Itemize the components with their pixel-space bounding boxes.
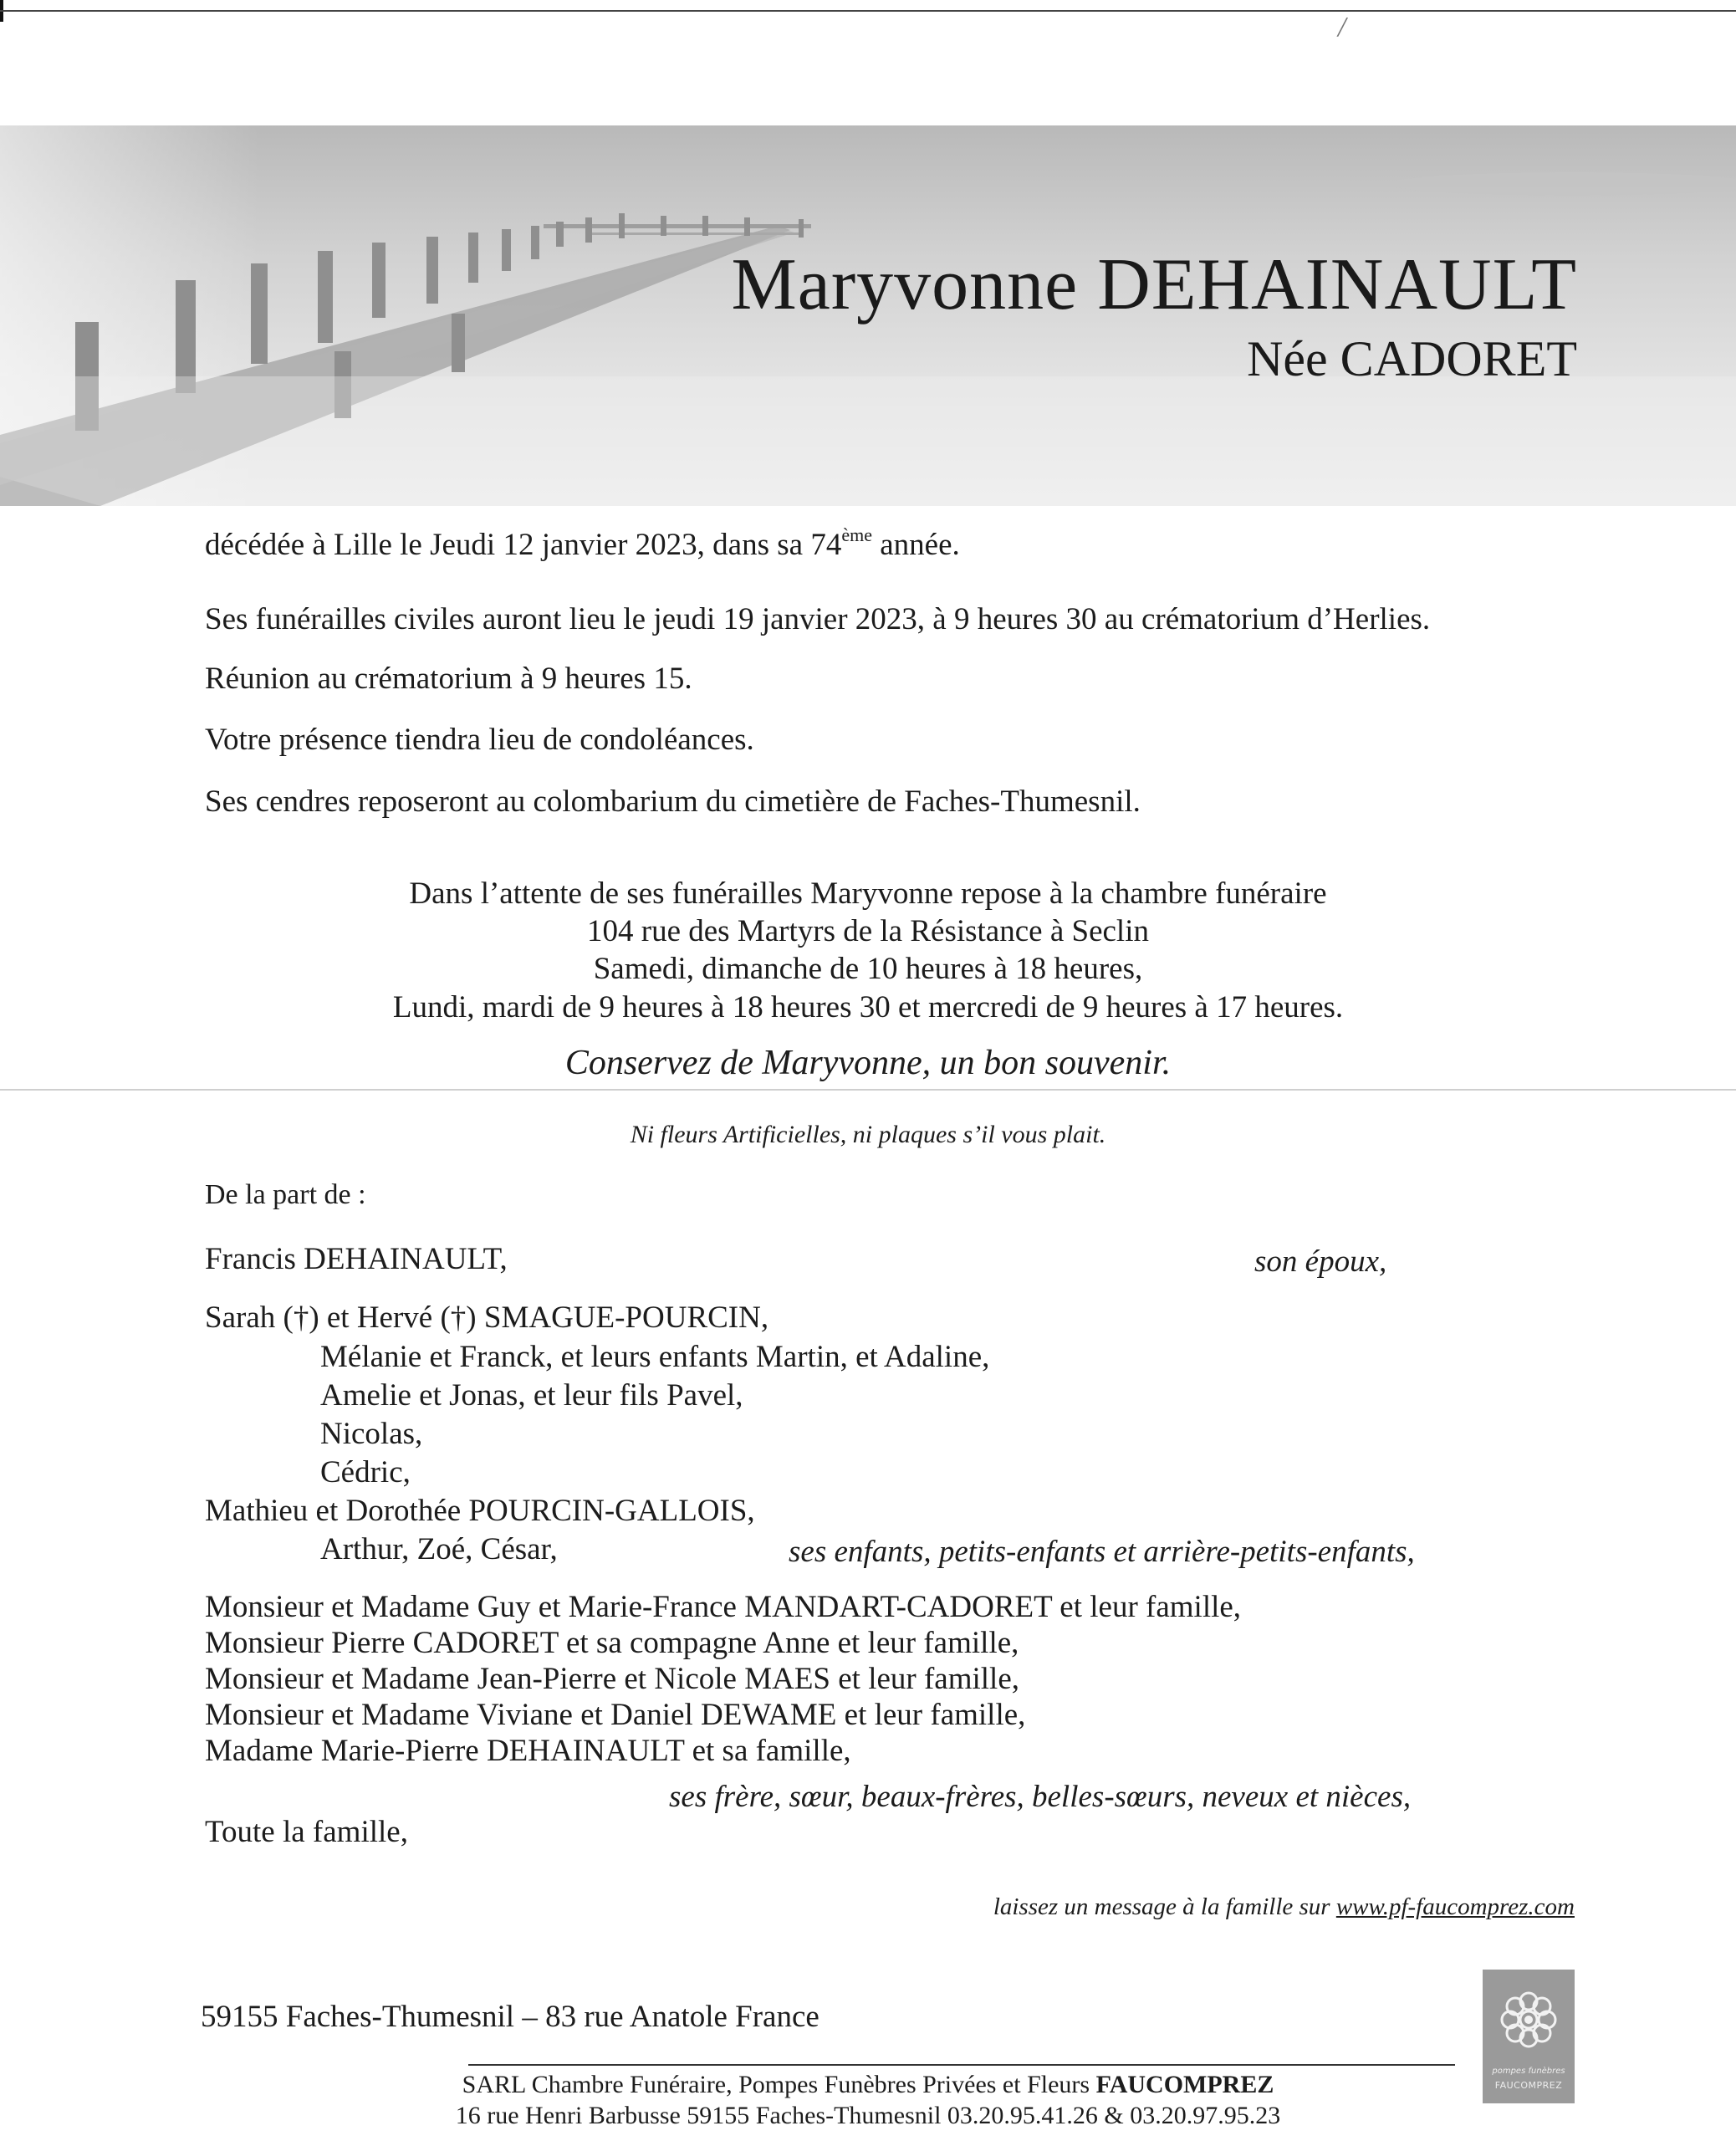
top-border-line [0,10,1736,12]
fold-line [0,1089,1736,1091]
visitation-address: 104 rue des Martyrs de la Résistance à Seclin [587,914,1149,948]
from-label: De la part de : [205,1179,366,1210]
footer-rule [468,2064,1455,2066]
spouse-role: son époux, [1254,1244,1387,1279]
footer-contact: 16 rue Henri Barbusse 59155 Faches-Thumesnil 03.20.95.41.26 & 03.20.97.95.23 [455,2102,1281,2129]
logo-tagline: pompes funèbres [1492,2067,1565,2076]
whole-family: Toute la famille, [205,1815,408,1849]
footer-company-brand: FAUCOMPREZ [1095,2071,1274,2098]
sibling-line: Monsieur et Madame Guy et Marie-France MANDART-CADORET et leur famille, [205,1590,1242,1624]
sibling-line: Monsieur et Madame Jean-Pierre et Nicole MAES et leur famille, [205,1662,1020,1696]
pen-mark: / [1338,12,1346,43]
deceased-name: Maryvonne DEHAINAULT [731,244,1577,325]
grandchild-line: Cédric, [320,1455,411,1490]
funeral-details: Ses funérailles civiles auront lieu le jeudi 19 janvier 2023, à 9 heures 30 au crématorium d’Herlies. [205,602,1431,636]
death-announcement [205,524,960,562]
no-flowers-notice: Ni fleurs Artificielles, ni plaques s’il vous plait. [630,1121,1106,1148]
sibling-line: Madame Marie-Pierre DEHAINAULT et sa famille, [205,1734,851,1768]
death-announcement-end: année. [871,528,960,562]
ashes-details: Ses cendres reposeront au colombarium du cimetière de Faches-Thumesnil. [205,784,1141,819]
remembrance-line: Conservez de Maryvonne, un bon souvenir. [564,1044,1172,1082]
death-announcement-text: décédée à Lille le Jeudi 12 janvier 2023, dans sa 74 [205,528,842,562]
child-line: Sarah (†) et Hervé (†) SMAGUE-POURCIN, [205,1300,769,1335]
birth-name: Née CADORET [1247,331,1577,386]
sibling-line: Monsieur Pierre CADORET et sa compagne Anne et leur famille, [205,1626,1019,1660]
funeral-home-address: 59155 Faches-Thumesnil – 83 rue Anatole France [201,2000,819,2034]
grandchild-line: Nicolas, [320,1417,423,1451]
message-text: laissez un message à la famille sur [993,1893,1336,1920]
footer-company [0,2072,1736,2098]
condolences-note: Votre présence tiendra lieu de condoléances. [205,723,754,757]
logo-brand: FAUCOMPREZ [1494,2080,1563,2091]
sibling-line: Monsieur et Madame Viviane et Daniel DEWAME et leur famille, [205,1698,1026,1732]
visitation-weekday-hours: Lundi, mardi de 9 heures à 18 heures 30 et mercredi de 9 heures à 17 heures. [392,990,1344,1025]
child-line: Mathieu et Dorothée POURCIN-GALLOIS, [205,1494,755,1528]
children-role: ses enfants, petits-enfants et arrière-petits-enfants, [789,1535,1415,1569]
footer-company-text: SARL Chambre Funéraire, Pompes Funèbres Privées et Fleurs [462,2071,1096,2098]
grandchild-line: Mélanie et Franck, et leurs enfants Martin, et Adaline, [320,1340,990,1374]
visitation-weekend-hours: Samedi, dimanche de 10 heures à 18 heures, [593,952,1143,986]
message-line [993,1895,1575,1919]
grandchild-line: Arthur, Zoé, César, [320,1532,558,1566]
spouse-name: Francis DEHAINAULT, [205,1242,508,1276]
ordinal-suffix: ème [841,524,872,545]
visitation-line-1: Dans l’attente de ses funérailles Maryvonne repose à la chambre funéraire [409,876,1327,911]
grandchild-line: Amelie et Jonas, et leur fils Pavel, [320,1378,743,1413]
flower-rosette-icon [1483,1976,1575,2068]
siblings-role: ses frère, sœur, beaux-frères, belles-sœurs, neveux et nièces, [669,1780,1412,1814]
website-link[interactable]: www.pf-faucomprez.com [1335,1893,1575,1920]
meeting-details: Réunion au crématorium à 9 heures 15. [205,662,692,696]
